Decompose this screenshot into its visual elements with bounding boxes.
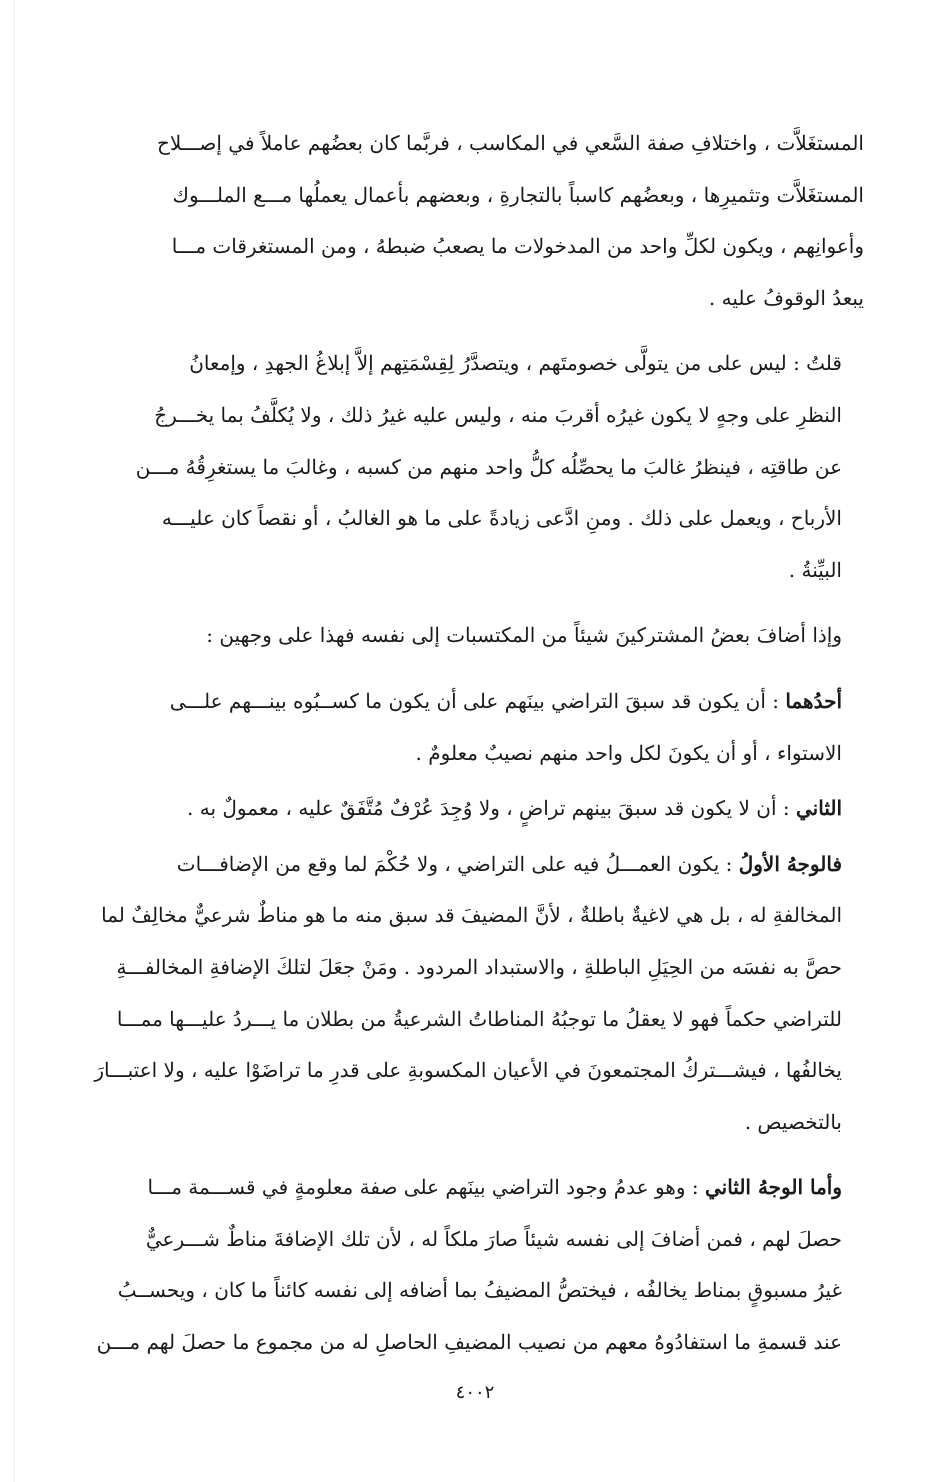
text-line: للتراضي حكماً فهو لا يعقلُ ما توجبُهُ المناطاتُ الشرعيةُ من بطلان ما يـــردُ عليـــها ممـــا — [116, 1006, 842, 1031]
paragraph-lead: فالوجهُ الأولُ — [738, 851, 842, 876]
line-text: : أن لا يكون قد سبقَ بينهم تراضٍ ، ولا وُجِدَ عُرْفٌ مُتَّفَقٌ عليه ، معمولٌ به . — [187, 796, 796, 821]
text-line: النظرِ على وجهٍ لا يكون غيرُه أقربَ منه ، وليس عليه غيرُ ذلك ، ولا يُكلَّفُ بما يخـــرجُ — [154, 402, 842, 427]
text-line — [84, 783, 864, 835]
paragraph-4 — [84, 676, 864, 779]
text-line: المخالفةِ له ، بل هي لاغيةٌ باطلةٌ ، لأنَّ المضيفَ قد سبق منه ما هو مناطٌ شرعيٌّ مخالِفٌ لما — [101, 903, 842, 928]
text-line: بالتخصيص . — [744, 1109, 842, 1134]
text-line — [84, 1162, 864, 1214]
text-line — [84, 676, 864, 728]
page-number: ٤٠٠٢ — [455, 1382, 495, 1403]
line-text: : أن يكون قد سبقَ التراضي بينَهم على أن يكون ما كســبُوه بينـــهم علـــى — [169, 688, 786, 713]
text-line: عن طاقتِه ، فينظرُ غالبَ ما يحصِّلُه كلُّ واحد منهم من كسبه ، وغالبَ ما يستغرِقُهُ مـــن — [135, 454, 842, 479]
text-line: المستغَلاَّت وتثميرِها ، وبعضُهم كاسباً بالتجارةِ ، وبعضهم بأعمال يعملُها مـــع الملـــوك — [172, 182, 864, 207]
scan-edge-line — [14, 0, 15, 1482]
paragraph-lead: وأما الوجهُ الثاني — [704, 1175, 842, 1200]
text-line: الأرباح ، ويعمل على ذلك . ومنِ ادَّعى زيادةً على ما هو الغالبُ ، أو نقصاً كان عليـــه — [161, 506, 842, 531]
text-line: وإذا أضافَ بعضُ المشتركينَ شيئاً من المكتسبات إلى نفسه فهذا على وجهين : — [206, 623, 842, 648]
text-line: وأعوانِهم ، ويكون لكلِّ واحد من المدخولات ما يصعبُ ضبطهُ ، ومن المستغرقات مـــا — [171, 234, 864, 259]
body-text — [84, 118, 864, 1383]
paragraph-7 — [84, 1162, 864, 1368]
text-line: غيرُ مسبوقٍ بمناط يخالفُه ، فيختصُّ المضيفُ بما أضافه إلى نفسه كائناً ما كان ، ويحســبُ — [117, 1278, 842, 1303]
text-line: البيِّنةُ . — [788, 557, 842, 582]
paragraph-6 — [84, 839, 864, 1149]
text-line: المستغَلاَّت ، واختلافِ صفة السَّعي في المكاسب ، فربَّما كان بعضُهم عاملاً في إصـــلاح — [156, 131, 864, 155]
text-line: حصلَ لهم ، فمن أضافَ إلى نفسه شيئاً صارَ ملكاً له ، لأن تلك الإضافةَ مناطٌ شـــرعيٌّ — [145, 1226, 842, 1251]
paragraph-1 — [84, 118, 864, 324]
text-line — [84, 839, 864, 891]
paragraph-3 — [84, 610, 864, 662]
text-line: الاستواء ، أو أن يكونَ لكل واحد منهم نصيبٌ معلومٌ . — [415, 740, 842, 765]
text-line: حصَّ به نفسَه من الحِيَلِ الباطلةِ ، والاستبداد المردود . ومَنْ جعَلَ لتلكَ الإضافةِ المخالفـــةِ — [116, 954, 842, 979]
text-line: يبعدُ الوقوفُ عليه . — [708, 285, 864, 310]
line-text: : يكون العمـــلُ فيه على التراضي ، ولا حُكْمَ لما وقع من الإضافـــات — [176, 851, 739, 876]
line-text: : وهو عدمُ وجود التراضي بينَهم على صفة معلومةٍ في قســـمة مـــا — [147, 1175, 705, 1200]
text-line: عند قسمةِ ما استفادُوهُ معهم من نصيب المضيفِ الحاصلِ له من مجموع ما حصلَ لهم مـــن — [96, 1330, 842, 1355]
paragraph-2 — [84, 338, 864, 596]
text-line: يخالفُها ، فيشـــتركُ المجتمعونَ في الأعيان المكسوبةِ على قدرِ ما تراضَوْا عليه ، ولا اعتبـــارَ — [94, 1058, 842, 1083]
text-line: قلتُ : ليس على من يتولَّى خصومتَهم ، ويتصدَّرُ لِقِسْمَتِهم إلاَّ إبلاغُ الجهدِ ، وإمعانُ — [189, 351, 842, 376]
paragraph-lead: الثاني — [795, 796, 842, 821]
paragraph-5 — [84, 783, 864, 835]
paragraph-lead: أحدُهما — [785, 688, 842, 713]
